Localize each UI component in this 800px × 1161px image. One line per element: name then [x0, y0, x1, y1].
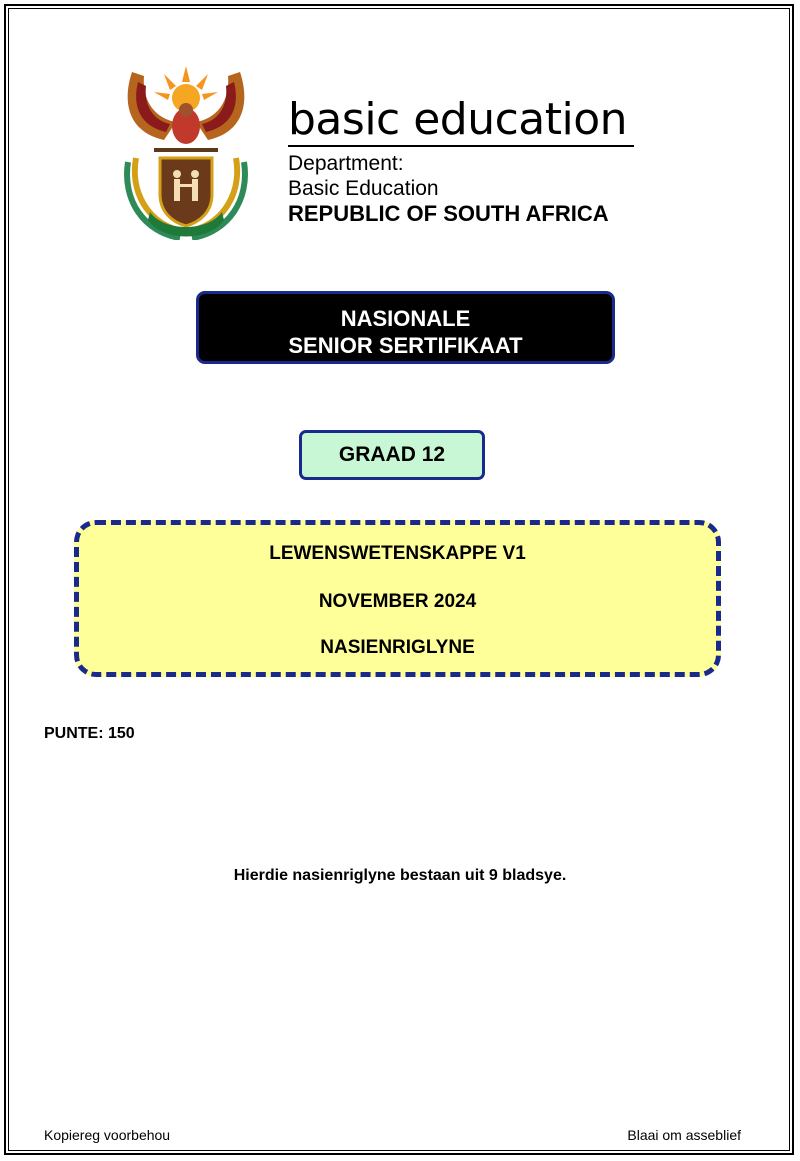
department-name: Basic Education [288, 177, 439, 200]
certificate-line-2: SENIOR SERTIFIKAAT [288, 333, 523, 358]
turn-page-footer: Blaai om asseblief [627, 1127, 741, 1143]
subject-panel [74, 520, 721, 677]
exam-session: NOVEMBER 2024 [318, 591, 477, 612]
certificate-banner [196, 291, 615, 364]
subject-name: LEWENSWETENSKAPPE V1 [269, 543, 526, 564]
department-label: Department: [288, 152, 404, 175]
copyright-footer: Kopiereg voorbehou [44, 1127, 171, 1143]
certificate-line-1: NASIONALE [340, 306, 471, 331]
total-marks: PUNTE: 150 [44, 725, 135, 742]
page-count-note: Hierdie nasienriglyne bestaan uit 9 bladsye. [233, 867, 567, 884]
country-name: REPUBLIC OF SOUTH AFRICA [288, 201, 609, 226]
brand-title: basic education [288, 94, 628, 145]
brand-underline [288, 145, 634, 147]
coat-of-arms-icon [114, 62, 258, 240]
document-type: NASIENRIGLYNE [320, 637, 475, 658]
grade-badge: GRAAD 12 [299, 430, 485, 480]
